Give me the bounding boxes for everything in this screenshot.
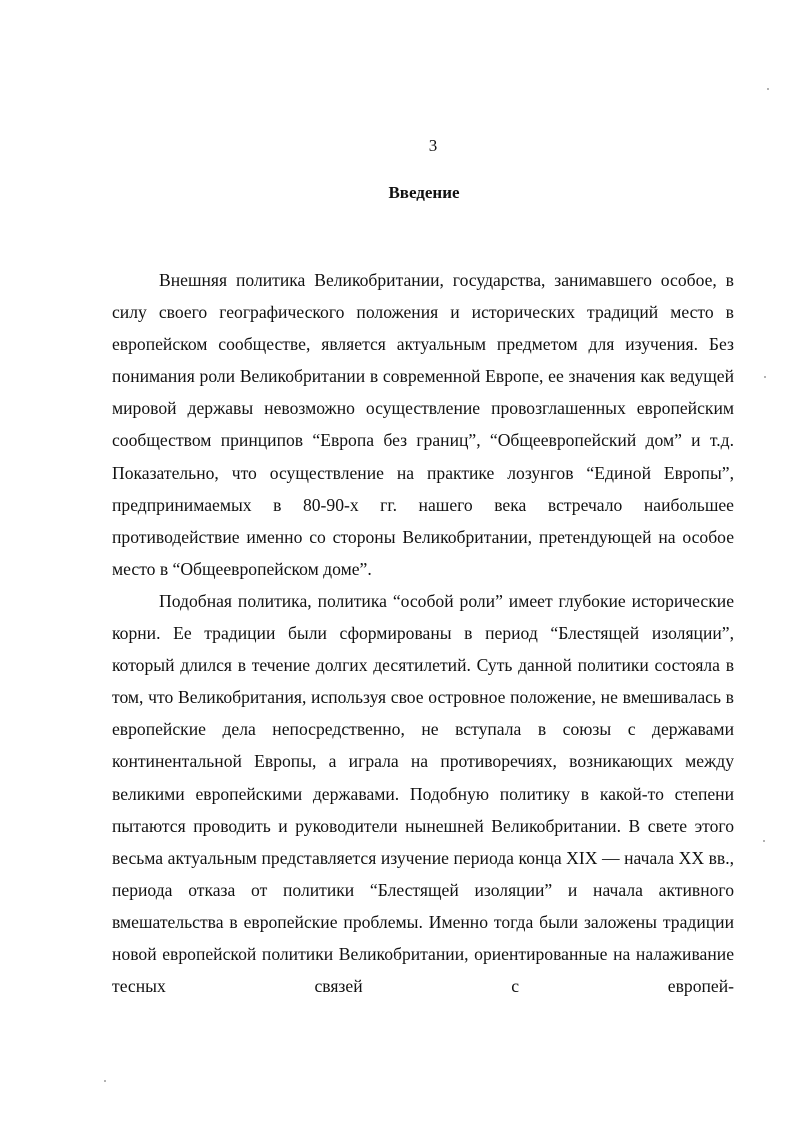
body-text	[112, 264, 734, 1002]
scan-speck	[764, 376, 766, 378]
section-heading: Введение	[388, 183, 460, 202]
scan-speck	[763, 840, 765, 842]
paragraph-2: Подобная политика, политика “особой роли” имеет глубокие исторические корни. Ее традиции были сформированы в период “Блестящей изоляции”, который длился в течение долгих десятилетий. Суть данной политики состояла в том, что Великобритания, используя свое островное положение, не вмешивалась в европейские дела непосредственно, не вступала в союзы с державами континентальной Европы, а играла на противоречиях, возникающих между великими европейскими державами. Подобную политику в какой-то степени пытаются проводить и руководители нынешней Великобритании. В свете этого весьма актуальным представляется изучение периода конца XIX — начала XX вв., периода отказа от политики “Блестящей изоляции” и начала активного вмешательства в европейские проблемы. Именно тогда были заложены традиции новой европейской политики Великобритании, ориентированные на налаживание тесных связей с европей-	[112, 590, 734, 997]
page-number: 3	[428, 136, 438, 155]
paragraph-1: Внешняя политика Великобритании, государства, занимавшего особое, в силу своего географического положения и исторических традиций место в европейском сообществе, является актуальным предметом для изучения. Без понимания роли Великобритании в современной Европе, ее значения как ведущей мировой державы невозможно осуществление провозглашенных европейским сообществом принципов “Европа без границ”, “Общеевропейский дом” и т.д. Показательно, что осуществление на практике лозунгов “Единой Европы”, предпринимаемых в 80-90-х гг. нашего века встречало наибольшее противодействие именно со стороны Великобритании, претендующей на особое место в “Общеевропейском доме”.	[112, 270, 734, 579]
scan-speck	[767, 88, 769, 90]
scan-speck	[104, 1080, 106, 1082]
